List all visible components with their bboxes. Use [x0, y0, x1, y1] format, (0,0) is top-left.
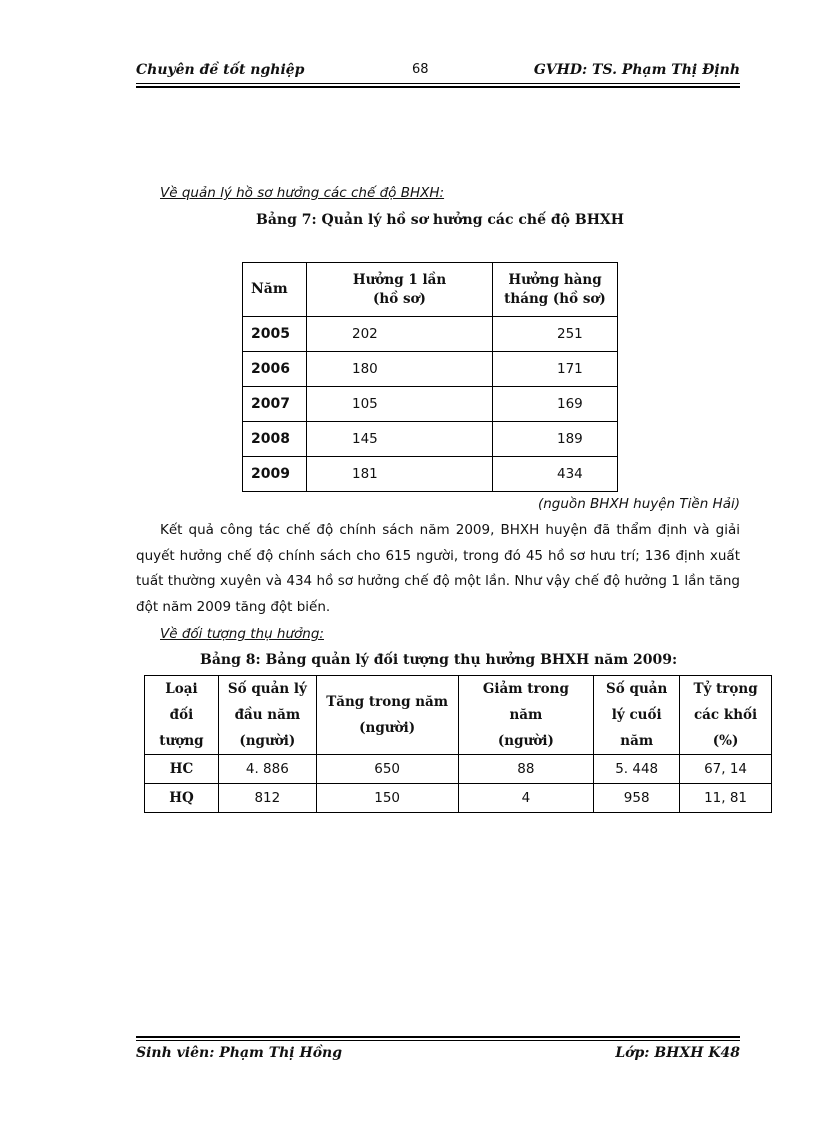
header-increase-line2: (người): [359, 720, 416, 736]
cell-one-time: 181: [307, 457, 493, 492]
cell-increase: 150: [316, 784, 458, 813]
table7-caption: Bảng 7: Quản lý hồ sơ hưởng các chế độ BHXH: [256, 212, 625, 228]
cell-year: 2008: [243, 422, 307, 457]
table-row: [243, 457, 618, 492]
cell-one-time: 105: [307, 387, 493, 422]
header-start-line2: đầu năm: [234, 707, 301, 723]
table8-caption: Bảng 8: Bảng quản lý đối tượng thụ hưởng BHXH năm 2009:: [200, 652, 678, 668]
header-share-line2: các khối: [693, 707, 758, 723]
header-decrease-line1: Giảm trong: [482, 681, 569, 697]
cell-share: 67, 14: [680, 755, 772, 784]
cell-type: HQ: [145, 784, 219, 813]
header-title: Chuyên đề tốt nghiệp: [136, 62, 305, 78]
cell-one-time: 145: [307, 422, 493, 457]
cell-end: 958: [594, 784, 680, 813]
header-rule: [136, 83, 740, 84]
body-paragraph: [136, 518, 740, 620]
cell-decrease: 88: [458, 755, 594, 784]
footer-rule: [136, 1040, 740, 1041]
section-heading-beneficiaries: Về đối tượng thụ hưởng:: [160, 626, 324, 642]
header-one-time: [307, 263, 493, 317]
footer-class: Lớp: BHXH K48: [615, 1045, 740, 1061]
header-type-line3: tượng: [159, 733, 204, 749]
table8: [144, 675, 772, 813]
paragraph-text: Kết quả công tác chế độ chính sách năm 2009, BHXH huyện đã thẩm định và giải quyết hưởng chế độ chính sách cho 615 người, trong đó 45 hồ sơ hưu trí; 136 định xuất tuất thường xuyên và 434 hồ sơ hưởng chế độ một lần. Như vậy chế độ hưởng 1 lần tăng đột năm 2009 tăng đột biến.: [136, 522, 740, 615]
cell-monthly: 171: [493, 352, 618, 387]
cell-year: 2007: [243, 387, 307, 422]
table-row: [145, 755, 772, 784]
header-end-line3: năm: [620, 733, 654, 749]
cell-one-time: 202: [307, 317, 493, 352]
cell-start: 4. 886: [218, 755, 316, 784]
header-monthly-line1: Hưởng hàng: [508, 271, 602, 288]
cell-monthly: 169: [493, 387, 618, 422]
footer-student: Sinh viên: Phạm Thị Hồng: [136, 1045, 343, 1061]
page-header: [136, 60, 740, 84]
header-monthly: [493, 263, 618, 317]
header-type-line1: Loại: [165, 681, 198, 697]
cell-monthly: 251: [493, 317, 618, 352]
header-increase-line1: Tăng trong năm: [326, 694, 449, 710]
footer-rule-thick: [136, 1036, 740, 1038]
header-end-line2: lý cuối: [611, 707, 662, 723]
header-year: Năm: [243, 263, 307, 317]
cell-monthly: 189: [493, 422, 618, 457]
header-increase: [316, 676, 458, 755]
cell-year: 2009: [243, 457, 307, 492]
header-end-count: [594, 676, 680, 755]
header-type-line2: đối: [169, 707, 194, 723]
cell-start: 812: [218, 784, 316, 813]
header-start-line1: Số quản lý: [227, 681, 307, 697]
table-row: [145, 784, 772, 813]
table7-source: (nguồn BHXH huyện Tiền Hải): [537, 496, 740, 512]
header-one-time-line1: Hưởng 1 lần: [352, 271, 447, 288]
page-number: 68: [412, 62, 429, 77]
table-row: [243, 422, 618, 457]
cell-monthly: 434: [493, 457, 618, 492]
cell-year: 2005: [243, 317, 307, 352]
cell-year: 2006: [243, 352, 307, 387]
cell-share: 11, 81: [680, 784, 772, 813]
header-end-line1: Số quản: [606, 681, 668, 697]
cell-type: HC: [145, 755, 219, 784]
header-type: [145, 676, 219, 755]
header-share-line3: (%): [712, 733, 739, 749]
header-share: [680, 676, 772, 755]
header-advisor: GVHD: TS. Phạm Thị Định: [533, 62, 740, 78]
table-header-row: [145, 676, 772, 755]
table-row: [243, 387, 618, 422]
header-one-time-line2: (hồ sơ): [373, 290, 426, 307]
table-row: [243, 317, 618, 352]
header-rule-thick: [136, 86, 740, 88]
header-share-line1: Tỷ trọng: [693, 681, 758, 697]
cell-increase: 650: [316, 755, 458, 784]
cell-end: 5. 448: [594, 755, 680, 784]
section-heading-records: Về quản lý hồ sơ hưởng các chế độ BHXH:: [160, 185, 445, 201]
header-decrease-line2: năm: [509, 707, 543, 723]
header-start-count: [218, 676, 316, 755]
page-footer: [136, 1045, 740, 1067]
table-row: [243, 352, 618, 387]
header-decrease-line3: (người): [497, 733, 554, 749]
header-start-line3: (người): [239, 733, 296, 749]
cell-decrease: 4: [458, 784, 594, 813]
cell-one-time: 180: [307, 352, 493, 387]
table7: [242, 262, 618, 492]
header-monthly-line2: tháng (hồ sơ): [504, 290, 606, 307]
table-header-row: [243, 263, 618, 317]
header-decrease: [458, 676, 594, 755]
